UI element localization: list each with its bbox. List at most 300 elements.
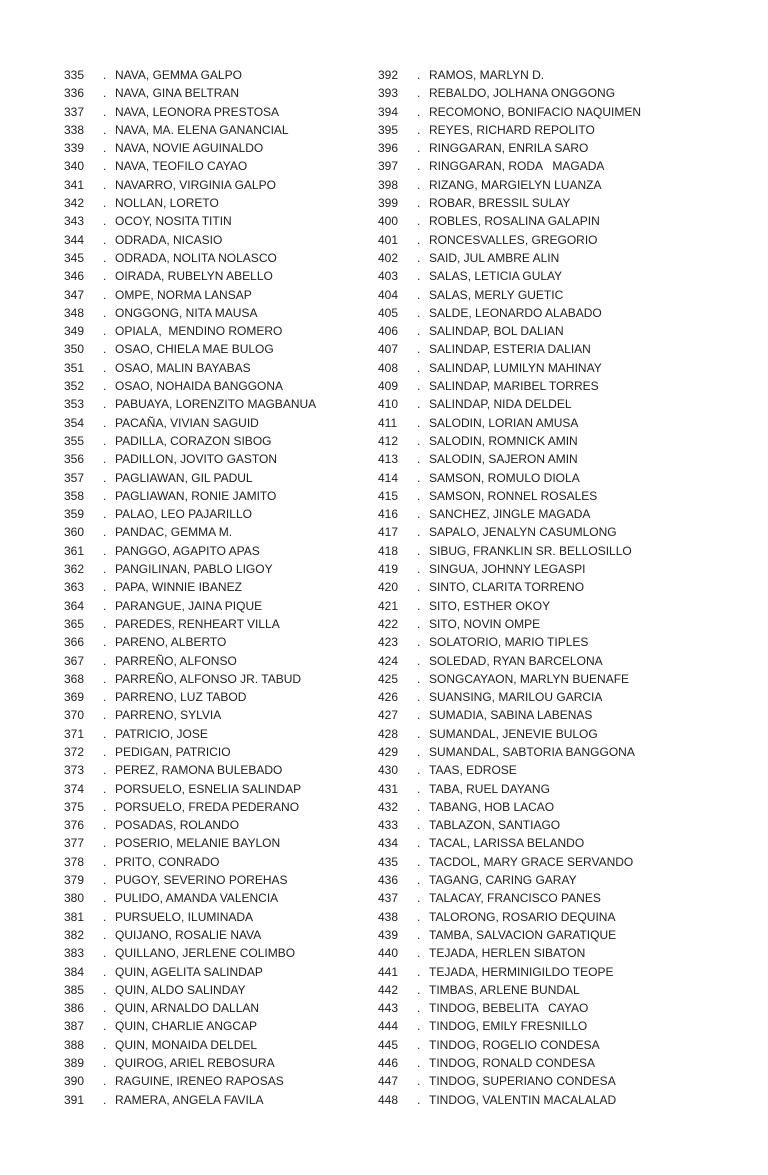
entry-separator: . bbox=[103, 543, 107, 558]
entry-name: SALAS, MERLY GUETIC bbox=[429, 287, 564, 302]
entry-name: NOLLAN, LORETO bbox=[115, 196, 219, 211]
entry-number: 377 bbox=[64, 836, 85, 851]
entry-number: 421 bbox=[378, 598, 399, 613]
list-item bbox=[64, 84, 316, 102]
entry-separator: . bbox=[103, 799, 107, 814]
list-item bbox=[64, 395, 316, 413]
entry-separator: . bbox=[103, 1037, 107, 1052]
list-item bbox=[64, 267, 316, 285]
entry-name: RAGUINE, IRENEO RAPOSAS bbox=[115, 1074, 284, 1089]
list-item bbox=[378, 359, 641, 377]
list-item bbox=[378, 414, 641, 432]
entry-separator: . bbox=[103, 873, 107, 888]
entry-number: 357 bbox=[64, 470, 85, 485]
entry-separator: . bbox=[417, 818, 421, 833]
entry-number: 434 bbox=[378, 836, 399, 851]
entry-number: 344 bbox=[64, 232, 85, 247]
entry-number: 407 bbox=[378, 342, 399, 357]
list-item bbox=[378, 395, 641, 413]
list-item bbox=[64, 1072, 316, 1090]
entry-name: SAMSON, RONNEL ROSALES bbox=[429, 488, 598, 503]
entry-separator: . bbox=[103, 342, 107, 357]
entry-number: 348 bbox=[64, 305, 85, 320]
list-item bbox=[64, 1054, 316, 1072]
entry-number: 425 bbox=[378, 671, 399, 686]
list-item bbox=[64, 304, 316, 322]
entry-name: SALDE, LEONARDO ALABADO bbox=[429, 305, 602, 320]
entry-separator: . bbox=[103, 891, 107, 906]
entry-name: QUIN, ARNALDO DALLAN bbox=[115, 1001, 260, 1016]
list-item bbox=[378, 725, 641, 743]
list-item bbox=[378, 469, 641, 487]
entry-number: 376 bbox=[64, 818, 85, 833]
entry-name: TALORONG, ROSARIO DEQUINA bbox=[429, 909, 616, 924]
entry-number: 351 bbox=[64, 360, 85, 375]
entry-number: 402 bbox=[378, 250, 399, 265]
entry-number: 394 bbox=[378, 104, 399, 119]
list-item bbox=[378, 1072, 641, 1090]
entry-number: 390 bbox=[64, 1074, 85, 1089]
list-item bbox=[64, 66, 316, 84]
entry-separator: . bbox=[417, 653, 421, 668]
entry-number: 419 bbox=[378, 562, 399, 577]
entry-separator: . bbox=[417, 964, 421, 979]
entry-separator: . bbox=[103, 324, 107, 339]
entry-name: OSAO, NOHAIDA BANGGONA bbox=[115, 379, 284, 394]
entry-separator: . bbox=[103, 580, 107, 595]
entry-separator: . bbox=[417, 177, 421, 192]
entry-name: SALODIN, SAJERON AMIN bbox=[429, 452, 578, 467]
entry-separator: . bbox=[417, 616, 421, 631]
entry-separator: . bbox=[103, 141, 107, 156]
entry-separator: . bbox=[417, 946, 421, 961]
entry-name: TACAL, LARISSA BELANDO bbox=[429, 836, 585, 851]
list-item bbox=[378, 103, 641, 121]
entry-separator: . bbox=[417, 104, 421, 119]
entry-separator: . bbox=[103, 1092, 107, 1107]
entry-name: TEJADA, HERLEN SIBATON bbox=[429, 946, 586, 961]
entry-number: 436 bbox=[378, 873, 399, 888]
entry-separator: . bbox=[103, 305, 107, 320]
list-item bbox=[64, 652, 316, 670]
name-list-column-left bbox=[64, 66, 316, 1109]
entry-separator: . bbox=[417, 873, 421, 888]
entry-separator: . bbox=[417, 1092, 421, 1107]
list-item bbox=[378, 432, 641, 450]
entry-separator: . bbox=[103, 433, 107, 448]
list-item bbox=[64, 743, 316, 761]
entry-number: 368 bbox=[64, 671, 85, 686]
entry-name: QUIJANO, ROSALIE NAVA bbox=[115, 927, 262, 942]
entry-name: PAPA, WINNIE IBANEZ bbox=[115, 580, 242, 595]
list-item bbox=[64, 615, 316, 633]
entry-number: 367 bbox=[64, 653, 85, 668]
entry-separator: . bbox=[103, 159, 107, 174]
entry-separator: . bbox=[417, 726, 421, 741]
list-item bbox=[378, 1036, 641, 1054]
list-item bbox=[378, 615, 641, 633]
entry-separator: . bbox=[417, 68, 421, 82]
entry-separator: . bbox=[103, 379, 107, 394]
list-item bbox=[64, 963, 316, 981]
list-item bbox=[378, 688, 641, 706]
entry-number: 336 bbox=[64, 86, 85, 101]
entry-number: 347 bbox=[64, 287, 85, 302]
entry-name: SAID, JUL AMBRE ALIN bbox=[429, 250, 560, 265]
entry-number: 435 bbox=[378, 854, 399, 869]
list-item bbox=[378, 816, 641, 834]
entry-number: 373 bbox=[64, 763, 85, 778]
entry-name: SONGCAYAON, MARLYN BUENAFE bbox=[429, 671, 630, 686]
entry-separator: . bbox=[417, 287, 421, 302]
entry-name: TINDOG, EMILY FRESNILLO bbox=[429, 1019, 588, 1034]
list-item bbox=[378, 853, 641, 871]
list-item bbox=[64, 103, 316, 121]
entry-separator: . bbox=[417, 562, 421, 577]
entry-name: TAAS, EDROSE bbox=[429, 763, 517, 778]
entry-number: 355 bbox=[64, 433, 85, 448]
entry-separator: . bbox=[417, 671, 421, 686]
entry-number: 378 bbox=[64, 854, 85, 869]
entry-number: 366 bbox=[64, 635, 85, 650]
entry-number: 379 bbox=[64, 873, 85, 888]
entry-name: SINTO, CLARITA TORRENO bbox=[429, 580, 585, 595]
entry-separator: . bbox=[417, 909, 421, 924]
entry-number: 396 bbox=[378, 141, 399, 156]
entry-name: PEDIGAN, PATRICIO bbox=[115, 744, 231, 759]
list-item bbox=[378, 889, 641, 907]
entry-name: SALINDAP, LUMILYN MAHINAY bbox=[429, 360, 602, 375]
entry-name: SALINDAP, MARIBEL TORRES bbox=[429, 379, 599, 394]
entry-name: RIZANG, MARGIELYN LUANZA bbox=[429, 177, 602, 192]
entry-number: 361 bbox=[64, 543, 85, 558]
entry-name: NAVA, GEMMA GALPO bbox=[115, 68, 242, 82]
entry-number: 424 bbox=[378, 653, 399, 668]
entry-number: 338 bbox=[64, 122, 85, 137]
list-item bbox=[378, 505, 641, 523]
list-item bbox=[64, 908, 316, 926]
entry-number: 356 bbox=[64, 452, 85, 467]
list-item bbox=[378, 542, 641, 560]
entry-separator: . bbox=[417, 1074, 421, 1089]
list-item bbox=[378, 597, 641, 615]
entry-name: PARREÑO, ALFONSO bbox=[115, 653, 237, 668]
entry-number: 410 bbox=[378, 397, 399, 412]
entry-number: 399 bbox=[378, 196, 399, 211]
entry-number: 395 bbox=[378, 122, 399, 137]
entry-number: 382 bbox=[64, 927, 85, 942]
entry-number: 423 bbox=[378, 635, 399, 650]
list-item bbox=[378, 121, 641, 139]
entry-number: 448 bbox=[378, 1092, 399, 1107]
entry-number: 408 bbox=[378, 360, 399, 375]
list-item bbox=[64, 981, 316, 999]
entry-separator: . bbox=[417, 452, 421, 467]
list-item bbox=[378, 834, 641, 852]
entry-name: PULIDO, AMANDA VALENCIA bbox=[115, 891, 279, 906]
entry-name: RINGGARAN, RODA MAGADA bbox=[429, 159, 605, 174]
entry-name: SALAS, LETICIA GULAY bbox=[429, 269, 563, 284]
entry-separator: . bbox=[417, 122, 421, 137]
list-item bbox=[378, 139, 641, 157]
entry-number: 430 bbox=[378, 763, 399, 778]
entry-name: PARENO, ALBERTO bbox=[115, 635, 227, 650]
entry-separator: . bbox=[417, 708, 421, 723]
entry-name: RAMOS, MARLYN D. bbox=[429, 68, 545, 82]
list-item bbox=[378, 633, 641, 651]
entry-name: SALINDAP, BOL DALIAN bbox=[429, 324, 564, 339]
entry-number: 420 bbox=[378, 580, 399, 595]
entry-number: 362 bbox=[64, 562, 85, 577]
entry-name: SOLATORIO, MARIO TIPLES bbox=[429, 635, 589, 650]
list-item bbox=[378, 908, 641, 926]
entry-name: RECOMONO, BONIFACIO NAQUIMEN bbox=[429, 104, 642, 119]
entry-separator: . bbox=[103, 177, 107, 192]
entry-separator: . bbox=[103, 452, 107, 467]
entry-number: 341 bbox=[64, 177, 85, 192]
entry-separator: . bbox=[417, 836, 421, 851]
entry-name: NAVA, GINA BELTRAN bbox=[115, 86, 240, 101]
entry-name: PAGLIAWAN, RONIE JAMITO bbox=[115, 488, 277, 503]
entry-number: 349 bbox=[64, 324, 85, 339]
entry-name: PADILLON, JOVITO GASTON bbox=[115, 452, 278, 467]
entry-name: PATRICIO, JOSE bbox=[115, 726, 208, 741]
entry-number: 431 bbox=[378, 781, 399, 796]
entry-name: SUANSING, MARILOU GARCIA bbox=[429, 690, 603, 705]
entry-name: TALACAY, FRANCISCO PANES bbox=[429, 891, 601, 906]
entry-number: 403 bbox=[378, 269, 399, 284]
entry-name: RAMERA, ANGELA FAVILA bbox=[115, 1092, 264, 1107]
list-item bbox=[64, 359, 316, 377]
list-item bbox=[378, 377, 641, 395]
entry-number: 364 bbox=[64, 598, 85, 613]
entry-separator: . bbox=[417, 397, 421, 412]
entry-separator: . bbox=[103, 287, 107, 302]
list-item bbox=[64, 688, 316, 706]
list-item bbox=[64, 414, 316, 432]
list-item bbox=[64, 340, 316, 358]
entry-name: SALODIN, ROMNICK AMIN bbox=[429, 433, 578, 448]
entry-separator: . bbox=[417, 525, 421, 540]
entry-number: 352 bbox=[64, 379, 85, 394]
entry-name: OPIALA, MENDINO ROMERO bbox=[115, 324, 283, 339]
entry-separator: . bbox=[417, 360, 421, 375]
list-item bbox=[378, 450, 641, 468]
entry-number: 427 bbox=[378, 708, 399, 723]
entry-name: ONGGONG, NITA MAUSA bbox=[115, 305, 258, 320]
entry-name: PACAÑA, VIVIAN SAGUID bbox=[115, 415, 259, 430]
list-item bbox=[64, 1091, 316, 1109]
entry-separator: . bbox=[103, 415, 107, 430]
entry-name: TINDOG, ROGELIO CONDESA bbox=[429, 1037, 600, 1052]
list-item bbox=[378, 84, 641, 102]
entry-name: QUIN, AGELITA SALINDAP bbox=[115, 964, 263, 979]
entry-name: PARRENO, SYLVIA bbox=[115, 708, 222, 723]
entry-separator: . bbox=[417, 891, 421, 906]
list-item bbox=[378, 157, 641, 175]
list-item bbox=[64, 121, 316, 139]
entry-number: 335 bbox=[64, 68, 85, 82]
entry-separator: . bbox=[417, 781, 421, 796]
entry-name: TINDOG, VALENTIN MACALALAD bbox=[429, 1092, 617, 1107]
list-item bbox=[378, 1091, 641, 1109]
entry-separator: . bbox=[103, 836, 107, 851]
entry-number: 354 bbox=[64, 415, 85, 430]
entry-name: POSADAS, ROLANDO bbox=[115, 818, 240, 833]
entry-separator: . bbox=[103, 360, 107, 375]
entry-separator: . bbox=[417, 470, 421, 485]
list-item bbox=[378, 743, 641, 761]
entry-number: 343 bbox=[64, 214, 85, 229]
entry-number: 438 bbox=[378, 909, 399, 924]
entry-separator: . bbox=[103, 854, 107, 869]
entry-separator: . bbox=[103, 507, 107, 522]
list-item bbox=[378, 926, 641, 944]
entry-number: 428 bbox=[378, 726, 399, 741]
entry-name: PALAO, LEO PAJARILLO bbox=[115, 507, 252, 522]
entry-separator: . bbox=[103, 818, 107, 833]
list-item bbox=[64, 999, 316, 1017]
list-item bbox=[64, 633, 316, 651]
list-item bbox=[64, 487, 316, 505]
entry-name: NAVA, LEONORA PRESTOSA bbox=[115, 104, 280, 119]
list-item bbox=[378, 780, 641, 798]
list-item bbox=[378, 798, 641, 816]
entry-separator: . bbox=[103, 1019, 107, 1034]
entry-number: 387 bbox=[64, 1019, 85, 1034]
name-list-column-right bbox=[378, 66, 641, 1109]
entry-number: 426 bbox=[378, 690, 399, 705]
list-item bbox=[64, 231, 316, 249]
list-item bbox=[378, 340, 641, 358]
entry-separator: . bbox=[417, 507, 421, 522]
list-item bbox=[64, 889, 316, 907]
entry-name: PARREÑO, ALFONSO JR. TABUD bbox=[115, 671, 302, 686]
entry-number: 418 bbox=[378, 543, 399, 558]
entry-number: 404 bbox=[378, 287, 399, 302]
entry-number: 405 bbox=[378, 305, 399, 320]
entry-name: QUIN, ALDO SALINDAY bbox=[115, 982, 246, 997]
entry-number: 411 bbox=[378, 415, 398, 430]
entry-name: QUIN, CHARLIE ANGCAP bbox=[115, 1019, 258, 1034]
entry-separator: . bbox=[103, 763, 107, 778]
entry-separator: . bbox=[417, 799, 421, 814]
entry-number: 392 bbox=[378, 68, 399, 82]
entry-number: 400 bbox=[378, 214, 399, 229]
entry-separator: . bbox=[103, 1001, 107, 1016]
list-item bbox=[64, 542, 316, 560]
entry-name: SAMSON, ROMULO DIOLA bbox=[429, 470, 580, 485]
entry-number: 337 bbox=[64, 104, 85, 119]
entry-name: OCOY, NOSITA TITIN bbox=[115, 214, 232, 229]
entry-number: 363 bbox=[64, 580, 85, 595]
entry-number: 350 bbox=[64, 342, 85, 357]
list-item bbox=[64, 725, 316, 743]
entry-number: 417 bbox=[378, 525, 399, 540]
entry-name: TABA, RUEL DAYANG bbox=[429, 781, 550, 796]
list-item bbox=[64, 469, 316, 487]
entry-number: 445 bbox=[378, 1037, 399, 1052]
entry-separator: . bbox=[417, 232, 421, 247]
entry-number: 432 bbox=[378, 799, 399, 814]
entry-separator: . bbox=[417, 250, 421, 265]
entry-name: PADILLA, CORAZON SIBOG bbox=[115, 433, 272, 448]
list-item bbox=[378, 249, 641, 267]
entry-separator: . bbox=[103, 214, 107, 229]
list-item bbox=[64, 523, 316, 541]
list-item bbox=[378, 322, 641, 340]
list-item bbox=[64, 798, 316, 816]
entry-name: PUGOY, SEVERINO POREHAS bbox=[115, 873, 288, 888]
entry-separator: . bbox=[103, 635, 107, 650]
entry-name: ROBAR, BRESSIL SULAY bbox=[429, 196, 571, 211]
entry-name: SANCHEZ, JINGLE MAGADA bbox=[429, 507, 591, 522]
entry-separator: . bbox=[417, 854, 421, 869]
entry-name: SINGUA, JOHNNY LEGASPI bbox=[429, 562, 586, 577]
entry-separator: . bbox=[103, 726, 107, 741]
list-item bbox=[64, 871, 316, 889]
entry-name: TABANG, HOB LACAO bbox=[429, 799, 555, 814]
entry-separator: . bbox=[103, 86, 107, 101]
list-item bbox=[64, 157, 316, 175]
list-item bbox=[64, 578, 316, 596]
list-item bbox=[64, 377, 316, 395]
entry-number: 365 bbox=[64, 616, 85, 631]
entry-separator: . bbox=[417, 598, 421, 613]
entry-separator: . bbox=[103, 562, 107, 577]
entry-number: 441 bbox=[378, 964, 399, 979]
list-item bbox=[378, 670, 641, 688]
entry-separator: . bbox=[417, 415, 421, 430]
list-item bbox=[378, 578, 641, 596]
entry-number: 375 bbox=[64, 799, 85, 814]
entry-separator: . bbox=[103, 1074, 107, 1089]
entry-name: PURSUELO, ILUMINADA bbox=[115, 909, 254, 924]
entry-separator: . bbox=[103, 397, 107, 412]
entry-separator: . bbox=[417, 580, 421, 595]
entry-separator: . bbox=[417, 1037, 421, 1052]
entry-name: QUIROG, ARIEL REBOSURA bbox=[115, 1056, 275, 1071]
entry-separator: . bbox=[103, 196, 107, 211]
entry-separator: . bbox=[103, 964, 107, 979]
entry-separator: . bbox=[417, 635, 421, 650]
entry-name: NAVA, MA. ELENA GANANCIAL bbox=[115, 122, 289, 137]
entry-name: SALINDAP, ESTERIA DALIAN bbox=[429, 342, 591, 357]
list-item bbox=[378, 286, 641, 304]
entry-number: 388 bbox=[64, 1037, 85, 1052]
entry-name: OIRADA, RUBELYN ABELLO bbox=[115, 269, 273, 284]
entry-number: 401 bbox=[378, 232, 399, 247]
entry-name: SOLEDAD, RYAN BARCELONA bbox=[429, 653, 603, 668]
entry-name: TINDOG, SUPERIANO CONDESA bbox=[429, 1074, 616, 1089]
list-item bbox=[64, 194, 316, 212]
entry-number: 360 bbox=[64, 525, 85, 540]
entry-separator: . bbox=[103, 982, 107, 997]
entry-number: 353 bbox=[64, 397, 85, 412]
list-item bbox=[64, 212, 316, 230]
list-item bbox=[64, 322, 316, 340]
entry-name: PABUAYA, LORENZITO MAGBANUA bbox=[115, 397, 317, 412]
entry-number: 413 bbox=[378, 452, 399, 467]
list-item bbox=[64, 926, 316, 944]
entry-separator: . bbox=[103, 1056, 107, 1071]
entry-number: 381 bbox=[64, 909, 85, 924]
entry-number: 358 bbox=[64, 488, 85, 503]
entry-number: 433 bbox=[378, 818, 399, 833]
entry-separator: . bbox=[417, 690, 421, 705]
entry-name: SIBUG, FRANKLIN SR. BELLOSILLO bbox=[429, 543, 632, 558]
entry-number: 444 bbox=[378, 1019, 399, 1034]
